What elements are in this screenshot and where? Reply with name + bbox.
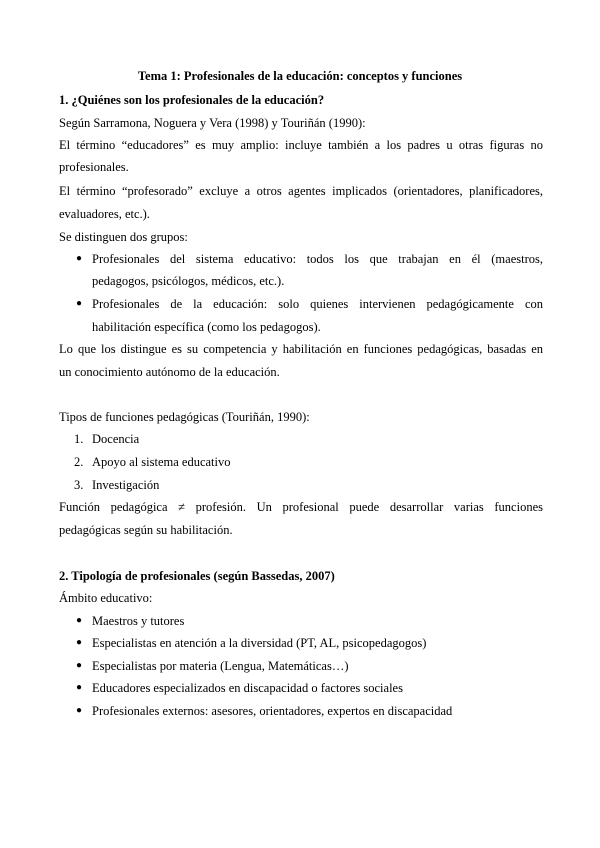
function-item: Docencia [92,432,140,446]
group-2-line-1: Profesionales de la educación: solo quienes intervienen pedagógicamente con [92,297,543,311]
function-item: Apoyo al sistema educativo [92,455,231,469]
paragraph-distinction-line-1: Lo que los distingue es su competencia y habilitación en funciones pedagógicas, basadas en [59,342,543,356]
section-2-heading: 2. Tipología de profesionales (según Bassedas, 2007) [59,569,335,583]
function-item: Investigación [92,478,160,492]
functions-intro: Tipos de funciones pedagógicas (Touriñán, 1990): [59,410,310,424]
paragraph-profesorado-line-1: El término “profesorado” excluye a otros agentes implicados (orientadores, planificadores, [59,184,543,198]
list-item: Educadores especializados en discapacidad o factores sociales [92,681,403,695]
bullet-icon: ● [76,705,83,716]
bullet-icon: ● [76,253,83,264]
bullet-icon: ● [76,615,83,626]
scope-label: Ámbito educativo: [59,591,153,605]
function-number: 3. [74,478,84,492]
group-1-line-1: Profesionales del sistema educativo: todos los que trabajan en él (maestros, [92,252,543,266]
function-number: 1. [74,432,84,446]
paragraph-sources: Según Sarramona, Noguera y Vera (1998) y Touriñán (1990): [59,116,366,130]
bullet-icon: ● [76,682,83,693]
paragraph-educadores-line-2: profesionales. [59,160,129,174]
document-title: Tema 1: Profesionales de la educación: conceptos y funciones [137,69,463,83]
group-2-line-2: habilitación específica (como los pedagogos). [92,320,321,334]
bullet-icon: ● [76,298,83,309]
paragraph-profesorado-line-2: evaluadores, etc.). [59,207,150,221]
paragraph-function-vs-profession-line-2: pedagógicas según su habilitación. [59,523,233,537]
bullet-icon: ● [76,637,83,648]
list-item: Maestros y tutores [92,614,185,628]
section-1-heading: 1. ¿Quiénes son los profesionales de la educación? [59,93,325,107]
paragraph-groups-intro: Se distinguen dos grupos: [59,230,188,244]
list-item: Especialistas en atención a la diversidad (PT, AL, psicopedagogos) [92,636,427,650]
paragraph-function-vs-profession-line-1: Función pedagógica ≠ profesión. Un profesional puede desarrollar varias funciones [59,500,543,514]
function-number: 2. [74,455,84,469]
group-1-line-2: pedagogos, psicólogos, médicos, etc.). [92,274,285,288]
paragraph-educadores-line-1: El término “educadores” es muy amplio: incluye también a los padres u otras figuras no [59,138,543,152]
list-item: Especialistas por materia (Lengua, Matemáticas…) [92,659,349,673]
bullet-icon: ● [76,660,83,671]
paragraph-distinction-line-2: un conocimiento autónomo de la educación. [59,365,280,379]
list-item: Profesionales externos: asesores, orientadores, expertos en discapacidad [92,704,453,718]
